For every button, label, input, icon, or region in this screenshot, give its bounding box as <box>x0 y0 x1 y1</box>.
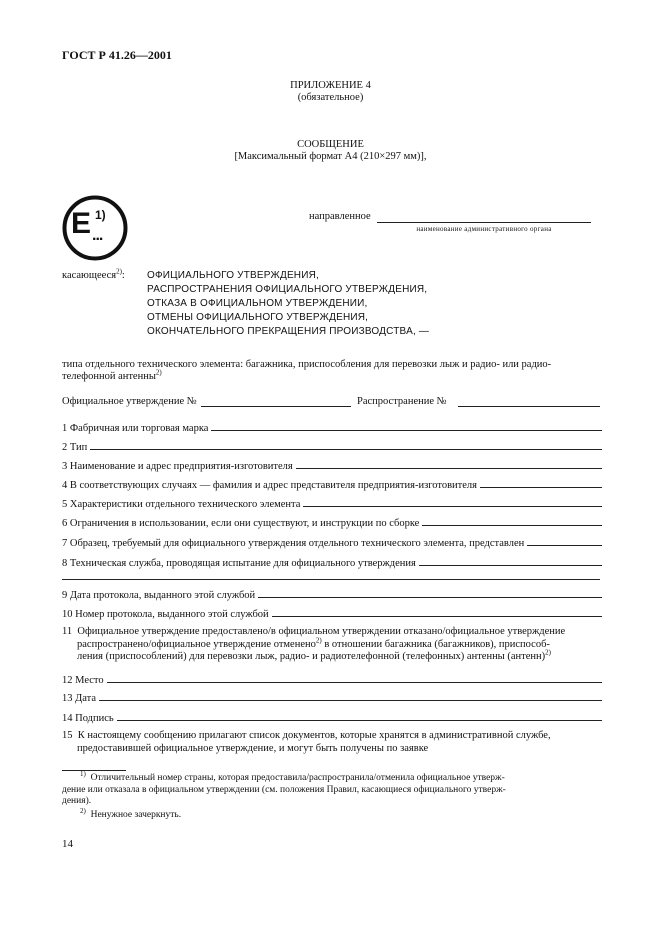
form-item: 1 Фабричная или торговая марка <box>62 420 602 434</box>
annex-title: ПРИЛОЖЕНИЕ 4 <box>290 80 371 91</box>
standard-header: ГОСТ Р 41.26—2001 <box>62 48 172 62</box>
message-format: [Максимальный формат А4 (210×297 мм)], <box>234 151 427 162</box>
form-item: 5 Характеристики отдельного технического элемента <box>62 496 602 510</box>
extension-number-field[interactable] <box>458 406 600 407</box>
sent-by-caption: наименование административного органа <box>416 225 552 233</box>
form-item-15: 15 К настоящему сообщению прилагают список документов, которые хранятся в административной службе, предоставившей официальное утверждение, и могут быть получены по заявке <box>62 730 551 754</box>
mark-letter: E <box>71 207 92 240</box>
item-field[interactable] <box>422 525 602 526</box>
item-field[interactable] <box>272 616 602 617</box>
concerning-line: ОКОНЧАТЕЛЬНОГО ПРЕКРАЩЕНИЯ ПРОИЗВОДСТВА, — <box>147 326 430 337</box>
form-item: 3 Наименование и адрес предприятия-изготовителя <box>62 458 602 472</box>
concerning-line: ОТМЕНЫ ОФИЦИАЛЬНОГО УТВЕРЖДЕНИЯ, <box>147 312 369 323</box>
form-item: 10 Номер протокола, выданного этой службой <box>62 606 602 620</box>
item-field[interactable] <box>117 720 602 721</box>
message-title: СООБЩЕНИЕ <box>297 139 364 150</box>
form-item-11: 11 Официальное утверждение предоставлено/в официальном утверждении отказано/официальное утверждение распространено/официальное утверждение отменено$^{2)}$ в отношении багажника (багажников), приспособ- ления (приспособлений) для перевозки лыж, радио- и радиотелефонной (телефонных) антенны (антенн)$^{2)}$ <box>62 626 566 662</box>
form-item: 4 В соответствующих случаях — фамилия и адрес представителя предприятия-изготовителя <box>62 477 602 491</box>
concerning-options <box>147 269 429 339</box>
footnote-2: $^{2)}$ Ненужное зачеркнуть. <box>80 806 182 820</box>
mark-dots: ... <box>92 227 103 244</box>
form-item: 9 Дата протокола, выданного этой службой <box>62 587 602 601</box>
form-item: 2 Тип <box>62 439 602 453</box>
concerning-line: ОТКАЗА В ОФИЦИАЛЬНОМ УТВЕРЖДЕНИИ, <box>147 298 368 309</box>
item-field[interactable] <box>90 449 602 450</box>
type-line-2: телефонной антенны$^{2)}$ <box>62 368 162 382</box>
form-item: 14 Подпись <box>62 710 602 724</box>
item-field[interactable] <box>107 682 602 683</box>
form-item: 8 Техническая служба, проводящая испытание для официального утверждения <box>62 555 602 569</box>
item-field[interactable] <box>99 700 602 701</box>
type-line-1: типа отдельного технического элемента: багажника, приспособления для перевозки лыж и радио- или радио- <box>62 359 552 370</box>
concerning-line: РАСПРОСТРАНЕНИЯ ОФИЦИАЛЬНОГО УТВЕРЖДЕНИЯ, <box>147 284 428 295</box>
item-field[interactable] <box>527 545 602 546</box>
concerning-line: ОФИЦИАЛЬНОГО УТВЕРЖДЕНИЯ, <box>147 270 320 281</box>
item-field[interactable] <box>419 565 602 566</box>
form-item: 12 Место <box>62 672 602 686</box>
form-item: 13 Дата <box>62 690 602 704</box>
item-field[interactable] <box>211 430 602 431</box>
concerning-label: касающееся$^{2)}$: <box>62 267 125 281</box>
approval-number-field[interactable] <box>201 406 351 407</box>
footnotes <box>62 769 607 821</box>
form-item: 7 Образец, требуемый для официального утверждения отдельного технического элемента, представлен <box>62 535 602 549</box>
footnote-separator <box>62 770 126 771</box>
approval-mark-icon <box>62 195 128 261</box>
item-field[interactable] <box>296 468 602 469</box>
mark-sup: 1) <box>95 208 106 222</box>
item-field[interactable] <box>480 487 602 488</box>
item-field[interactable] <box>303 506 602 507</box>
page-number: 14 <box>62 838 73 850</box>
extension-label: Распространение № <box>357 396 447 407</box>
form-item: 6 Ограничения в использовании, если они существуют, и инструкции по сборке <box>62 515 602 529</box>
item-field[interactable] <box>258 597 602 598</box>
footnote-1-end: дения). <box>62 796 92 806</box>
approval-label: Официальное утверждение № <box>62 396 197 407</box>
item-8-extra-line[interactable] <box>62 579 600 580</box>
footnote-1: $^{1)}$ Отличительный номер страны, которая предоставила/распространила/отменила официальное утверж- <box>80 769 505 783</box>
annex-status: (обязательное) <box>297 92 364 103</box>
sent-by-label: направленное <box>309 211 371 222</box>
footnote-1-cont: дение или отказала в официальном утверждении (см. положения Правил, касающиеся официального утверж- <box>62 784 506 795</box>
sent-by-line[interactable] <box>377 222 591 223</box>
